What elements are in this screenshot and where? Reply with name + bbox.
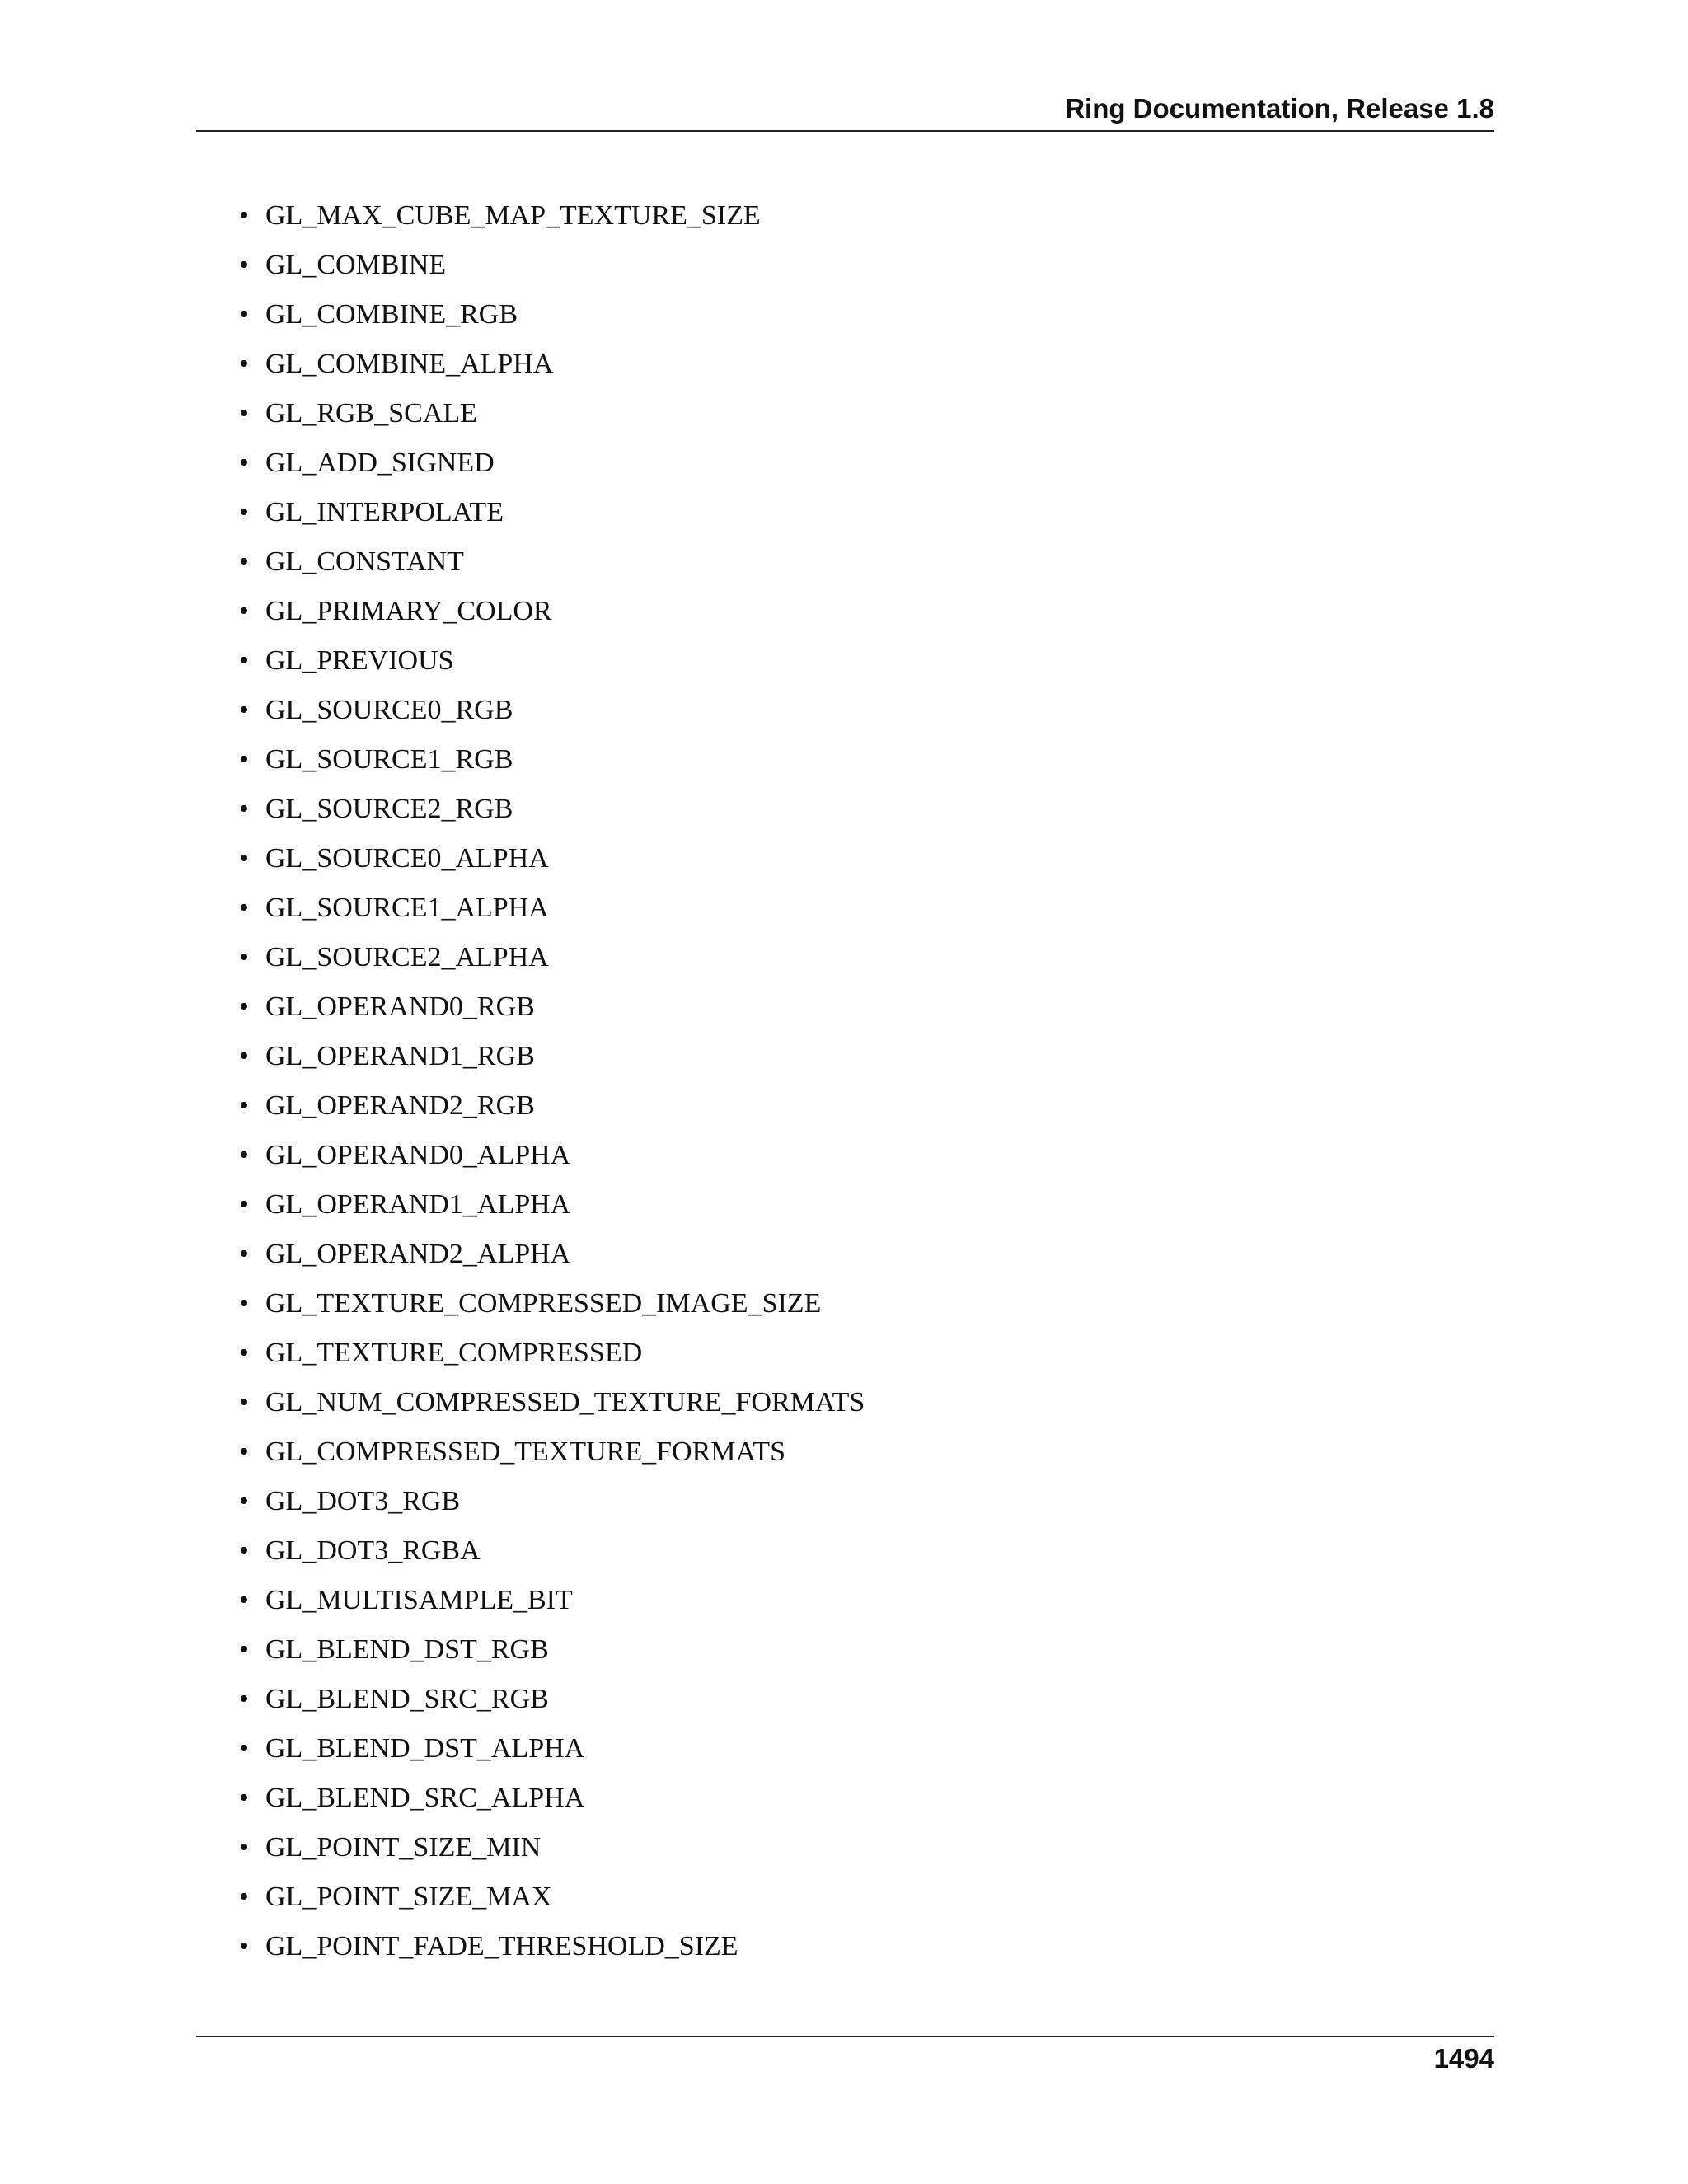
bullet-icon: • bbox=[239, 1090, 249, 1121]
bullet-icon: • bbox=[239, 1882, 249, 1912]
list-item bbox=[239, 1037, 865, 1086]
bullet-icon: • bbox=[239, 1338, 249, 1368]
list-item bbox=[239, 1086, 865, 1136]
list-item-text: GL_SOURCE2_ALPHA bbox=[265, 942, 549, 972]
bullet-icon: • bbox=[239, 744, 249, 775]
list-item-text: GL_SOURCE0_ALPHA bbox=[265, 843, 549, 874]
bullet-icon: • bbox=[239, 1832, 249, 1863]
bullet-icon: • bbox=[239, 645, 249, 676]
bullet-icon: • bbox=[239, 596, 249, 626]
list-item-text: GL_COMBINE bbox=[265, 250, 447, 280]
bullet-icon: • bbox=[239, 1585, 249, 1615]
constant-list bbox=[239, 196, 865, 1976]
list-item bbox=[239, 938, 865, 987]
list-item-text: GL_INTERPOLATE bbox=[265, 497, 504, 527]
list-item bbox=[239, 344, 865, 394]
list-item bbox=[239, 1284, 865, 1333]
bullet-icon: • bbox=[239, 1684, 249, 1714]
bullet-icon: • bbox=[239, 1239, 249, 1269]
bullet-icon: • bbox=[239, 942, 249, 972]
list-item-text: GL_DOT3_RGB bbox=[265, 1486, 461, 1516]
list-item bbox=[239, 1432, 865, 1482]
list-item-text: GL_NUM_COMPRESSED_TEXTURE_FORMATS bbox=[265, 1387, 865, 1418]
list-item bbox=[239, 542, 865, 592]
footer-divider bbox=[196, 2036, 1494, 2037]
list-item bbox=[239, 1383, 865, 1432]
list-item-text: GL_MULTISAMPLE_BIT bbox=[265, 1585, 573, 1615]
bullet-icon: • bbox=[239, 250, 249, 280]
list-item bbox=[239, 1482, 865, 1531]
list-item-text: GL_OPERAND0_RGB bbox=[265, 991, 535, 1022]
list-item-text: GL_COMBINE_RGB bbox=[265, 299, 518, 330]
list-item-text: GL_COMBINE_ALPHA bbox=[265, 349, 554, 379]
list-item-text: GL_TEXTURE_COMPRESSED_IMAGE_SIZE bbox=[265, 1288, 822, 1319]
list-item bbox=[239, 196, 865, 246]
list-item-text: GL_BLEND_DST_ALPHA bbox=[265, 1733, 585, 1764]
bullet-icon: • bbox=[239, 1041, 249, 1071]
bullet-icon: • bbox=[239, 843, 249, 874]
list-item bbox=[239, 246, 865, 295]
list-item-text: GL_OPERAND2_RGB bbox=[265, 1090, 535, 1121]
page-number: 1494 bbox=[1433, 2043, 1494, 2074]
list-item-text: GL_RGB_SCALE bbox=[265, 398, 477, 429]
list-item-text: GL_OPERAND2_ALPHA bbox=[265, 1239, 571, 1269]
list-item bbox=[239, 295, 865, 344]
list-item-text: GL_COMPRESSED_TEXTURE_FORMATS bbox=[265, 1436, 785, 1467]
list-item bbox=[239, 1828, 865, 1877]
header-divider bbox=[196, 130, 1494, 132]
list-item-text: GL_SOURCE1_ALPHA bbox=[265, 893, 549, 923]
list-item bbox=[239, 1136, 865, 1185]
list-item bbox=[239, 888, 865, 938]
bullet-icon: • bbox=[239, 893, 249, 923]
bullet-icon: • bbox=[239, 695, 249, 725]
list-item bbox=[239, 1927, 865, 1976]
list-item bbox=[239, 1680, 865, 1729]
list-item-text: GL_BLEND_SRC_ALPHA bbox=[265, 1783, 585, 1813]
list-item bbox=[239, 839, 865, 888]
bullet-icon: • bbox=[239, 1733, 249, 1764]
bullet-icon: • bbox=[239, 1387, 249, 1418]
bullet-icon: • bbox=[239, 1436, 249, 1467]
list-item-text: GL_CONSTANT bbox=[265, 546, 464, 577]
list-item bbox=[239, 1185, 865, 1235]
list-item-text: GL_OPERAND0_ALPHA bbox=[265, 1140, 571, 1170]
list-item-text: GL_BLEND_SRC_RGB bbox=[265, 1684, 549, 1714]
bullet-icon: • bbox=[239, 1535, 249, 1566]
bullet-icon: • bbox=[239, 200, 249, 231]
list-item-text: GL_OPERAND1_ALPHA bbox=[265, 1189, 571, 1220]
bullet-icon: • bbox=[239, 398, 249, 429]
list-item bbox=[239, 1581, 865, 1630]
list-item bbox=[239, 790, 865, 839]
list-item-text: GL_BLEND_DST_RGB bbox=[265, 1634, 549, 1665]
list-item bbox=[239, 1729, 865, 1779]
list-item bbox=[239, 443, 865, 493]
list-item-text: GL_MAX_CUBE_MAP_TEXTURE_SIZE bbox=[265, 200, 761, 231]
bullet-icon: • bbox=[239, 1486, 249, 1516]
list-item-text: GL_POINT_SIZE_MAX bbox=[265, 1882, 552, 1912]
list-item-text: GL_DOT3_RGBA bbox=[265, 1535, 481, 1566]
bullet-icon: • bbox=[239, 1140, 249, 1170]
list-item-text: GL_POINT_SIZE_MIN bbox=[265, 1832, 542, 1863]
bullet-icon: • bbox=[239, 1189, 249, 1220]
bullet-icon: • bbox=[239, 991, 249, 1022]
bullet-icon: • bbox=[239, 1288, 249, 1319]
bullet-icon: • bbox=[239, 1783, 249, 1813]
list-item-text: GL_SOURCE2_RGB bbox=[265, 794, 513, 824]
page-header-title: Ring Documentation, Release 1.8 bbox=[1065, 93, 1494, 124]
list-item bbox=[239, 592, 865, 641]
bullet-icon: • bbox=[239, 497, 249, 527]
list-item-text: GL_TEXTURE_COMPRESSED bbox=[265, 1338, 643, 1368]
list-item-text: GL_SOURCE1_RGB bbox=[265, 744, 513, 775]
list-item-text: GL_ADD_SIGNED bbox=[265, 448, 495, 478]
list-item bbox=[239, 987, 865, 1037]
list-item-text: GL_PRIMARY_COLOR bbox=[265, 596, 552, 626]
list-item bbox=[239, 1877, 865, 1927]
list-item-text: GL_OPERAND1_RGB bbox=[265, 1041, 535, 1071]
list-item bbox=[239, 394, 865, 443]
list-item-text: GL_SOURCE0_RGB bbox=[265, 695, 513, 725]
bullet-icon: • bbox=[239, 1634, 249, 1665]
list-item bbox=[239, 1779, 865, 1828]
list-item-text: GL_PREVIOUS bbox=[265, 645, 454, 676]
bullet-icon: • bbox=[239, 349, 249, 379]
list-item bbox=[239, 740, 865, 790]
list-item bbox=[239, 493, 865, 542]
list-item bbox=[239, 1531, 865, 1581]
list-item bbox=[239, 1235, 865, 1284]
bullet-icon: • bbox=[239, 546, 249, 577]
bullet-icon: • bbox=[239, 448, 249, 478]
list-item bbox=[239, 641, 865, 691]
list-item-text: GL_POINT_FADE_THRESHOLD_SIZE bbox=[265, 1931, 738, 1961]
list-item bbox=[239, 1333, 865, 1383]
list-item bbox=[239, 691, 865, 740]
bullet-icon: • bbox=[239, 299, 249, 330]
list-item bbox=[239, 1630, 865, 1680]
bullet-icon: • bbox=[239, 1931, 249, 1961]
bullet-icon: • bbox=[239, 794, 249, 824]
